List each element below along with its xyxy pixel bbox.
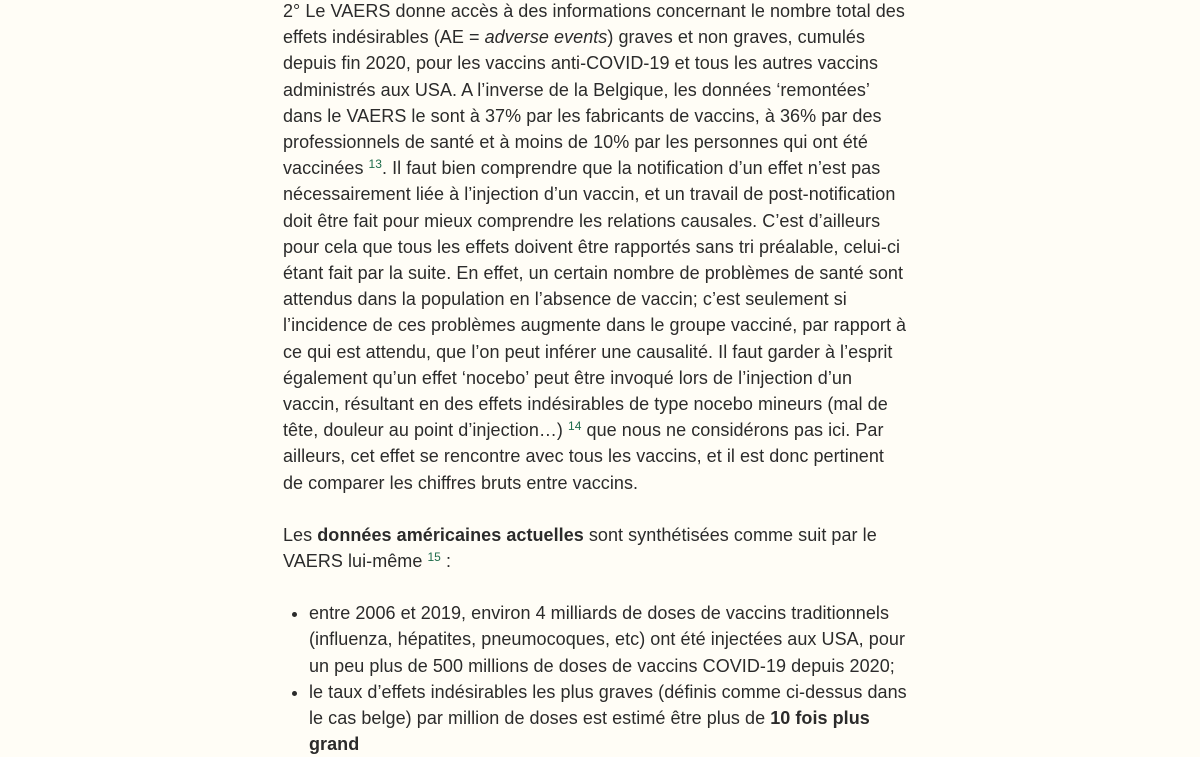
paragraph1-emphasis: adverse events <box>484 27 608 48</box>
paragraph1-text-2: ) graves et non graves, cumulés depuis fin 2020, pour les vaccins anti-COVID-19 et tous les autres vaccins administrés aux USA. A l’inverse de la Belgique, les données ‘remontées’ dans le VAERS le sont à 37% par les fabricants de vaccins, à 36% par des professionnels de santé et à moins de 10% par les personnes qui ont été vaccinées <box>283 27 882 179</box>
list-item <box>309 600 908 679</box>
footnote-link-14[interactable]: 14 <box>568 419 582 434</box>
summary-bullet-list <box>283 600 908 757</box>
paragraph-vaers-overview <box>283 0 908 496</box>
paragraph2-text-2: sont synthétisées comme suit par le VAERS lui-même <box>283 524 877 572</box>
bullet2-text: le taux d’effets indésirables les plus graves (définis comme ci-dessus dans le cas belge) par million de doses est estimé être plus de <box>309 681 907 729</box>
footnote-link-15[interactable]: 15 <box>427 550 441 565</box>
paragraph2-text-1: Les <box>283 524 318 545</box>
paragraph1-text-1: 2° Le VAERS donne accès à des informations concernant le nombre total des effets indésirables (AE = <box>283 1 905 48</box>
article-body <box>283 0 908 757</box>
paragraph-us-data <box>283 522 908 574</box>
bullet1-text: entre 2006 et 2019, environ 4 milliards de doses de vaccins traditionnels (influenza, hépatites, pneumocoques, etc) ont été injectées aux USA, pour un peu plus de 500 millions de doses de vaccins COVID-19 depuis 2020; <box>309 603 906 676</box>
paragraph1-text-3: . Il faut bien comprendre que la notification d’un effet n’est pas nécessairement liée à l’injection d’un vaccin, et un travail de post-notification doit être fait pour mieux comprendre les relations causales. C’est d’ailleurs pour cela que tous les effets doivent être rapportés sans tri préalable, celui-ci étant fait par la suite. En effet, un certain nombre de problèmes de santé sont attendus dans la population en l’absence de vaccin; c’est seulement si l’incidence de ces problèmes augmente dans le groupe vacciné, par rapport à ce qui est attendu, que l’on peut inférer une causalité. Il faut garder à l’esprit également qu’un effet ‘nocebo’ peut être invoqué lors de l’injection d’un vaccin, résultant en des effets indésirables de type nocebo mineurs (mal de tête, douleur au point d’injection…) <box>283 158 907 441</box>
bullet2-strong: 10 fois plus grand <box>309 708 870 755</box>
footnote-link-13[interactable]: 13 <box>368 157 382 172</box>
paragraph1-text-4: que nous ne considérons pas ici. Par ailleurs, cet effet se rencontre avec tous les vaccins, et il est donc pertinent de comparer les chiffres bruts entre vaccins. <box>283 420 884 493</box>
paragraph2-text-3: : <box>440 551 452 572</box>
list-item <box>309 679 908 757</box>
paragraph2-strong: données américaines actuelles <box>317 524 584 545</box>
